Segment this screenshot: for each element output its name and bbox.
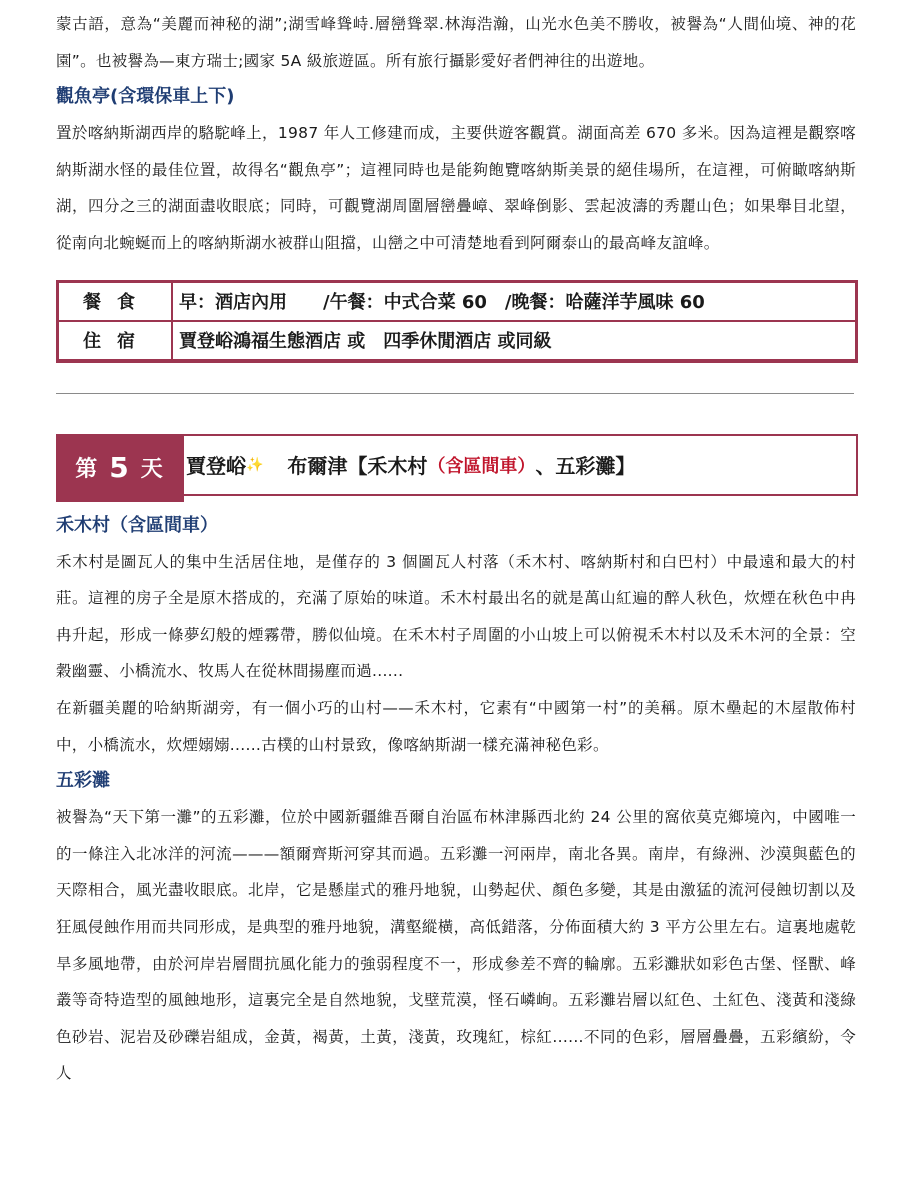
meal-value: 早：酒店內用 /午餐：中式合菜 60 /晚餐：哈薩洋芋風味 60 <box>172 281 857 321</box>
day-banner <box>56 434 858 502</box>
guanyu-body: 置於喀納斯湖西岸的駱駝峰上，1987 年人工修建而成，主要供遊客觀賞。湖面高差 670 多米。因為這裡是觀察喀納斯湖水怪的最佳位置，故得名“觀魚亭”；這裡同時也是能夠飽覽喀納斯美景的絕佳場所，在這裡，可俯瞰喀納斯湖，四分之三的湖面盡收眼底；同時，可觀覽湖周圍層巒疊嶂、翠峰倒影、雲起波濤的秀麗山色；如果舉目北望，從南向北蜿蜒而上的喀納斯湖水被群山阻擋，山巒之中可清楚地看到阿爾泰山的最高峰友誼峰。 <box>56 124 856 252</box>
sparkle-arrow-icon: ✨ <box>246 456 264 473</box>
route-mid: 布爾津【禾木村 <box>267 454 428 479</box>
day-number: 5 <box>109 451 131 485</box>
document-page <box>56 0 856 1092</box>
day-route-title <box>184 434 858 496</box>
hemu-body-1: 禾木村是圖瓦人的集中生活居住地，是僅存的 3 個圖瓦人村落（禾木村、喀納斯村和白巴村）中最遠和最大的村莊。這裡的房子全是原木搭成的，充滿了原始的味道。禾木村最出名的就是萬山紅遍的醉人秋色，炊煙在秋色中冉冉升起，形成一條夢幻般的煙霧帶，勝似仙境。在禾木村子周圍的小山坡上可以俯視禾木村以及禾木河的全景：空穀幽靈、小橋流水、牧馬人在從林間揚塵而過...... <box>56 552 856 681</box>
hemu-heading: 禾木村（含區間車） <box>56 514 218 536</box>
route-end: 、五彩灘】 <box>535 454 636 479</box>
meal-row <box>58 281 857 321</box>
lodging-value: 賈登峪鴻福生態酒店 或 四季休閒酒店 或同級 <box>172 321 857 361</box>
meal-lodging-table <box>56 280 858 363</box>
intro-fragment: 蒙古語，意為“美麗而神秘的湖”;湖雪峰聳峙.層巒聳翠.林海浩瀚，山光水色美不勝收，被譽為“人間仙境、神的花園”。也被譽為—東方瑞士;國家 5A 級旅遊區。所有旅行攝影愛好者們神往的出遊地。 <box>56 15 856 70</box>
day-suffix: 天 <box>140 457 165 483</box>
hemu-body-2: 在新疆美麗的哈納斯湖旁，有一個小巧的山村——禾木村，它素有“中國第一村”的美稱。原木壘起的木屋散佈村中，小橋流水，炊煙嫋嫋......古樸的山村景致，像喀納斯湖一樣充滿神秘色彩。 <box>56 698 856 754</box>
wucai-body: 被譽為“天下第一灘”的五彩灘，位於中國新疆維吾爾自治區布林津縣西北約 24 公里的窩依莫克鄉境內，中國唯一的一條注入北冰洋的河流———額爾齊斯河穿其而過。五彩灘一河兩岸，南北各異。南岸，有綠洲、沙漠與藍色的天際相合，風光盡收眼底。北岸，它是懸崖式的雅丹地貌，山勢起伏、顏色多變，其是由激猛的流河侵蝕切割以及狂風侵蝕作用而共同形成，是典型的雅丹地貌，溝壑縱橫，高低錯落，分佈面積大約 3 平方公里左右。這裏地處乾旱多風地帶，由於河岸岩層間抗風化能力的強弱程度不一，形成參差不齊的輪廓。五彩灘狀如彩色古堡、怪獸、峰叢等奇特造型的風蝕地形，這裏完全是自然地貌，戈壁荒漠，怪石嶙峋。五彩灘岩層以紅色、土紅色、淺黃和淺綠色砂岩、泥岩及砂礫岩組成，金黃，褐黃，土黃，淺黃，玫瑰紅，棕紅......不同的色彩，層層疊疊，五彩繽紛，令人 <box>56 808 856 1083</box>
guanyu-heading: 觀魚亭(含環保車上下) <box>56 86 235 108</box>
day-number-box <box>56 434 184 502</box>
route-start: 賈登峪 <box>186 454 246 479</box>
meal-label: 餐食 <box>58 281 173 321</box>
route-highlight: （含區間車） <box>427 455 536 477</box>
wucai-heading: 五彩灘 <box>56 770 110 792</box>
section-divider <box>56 393 854 394</box>
lodging-label: 住宿 <box>58 321 173 361</box>
lodging-row <box>58 321 857 361</box>
day-prefix: 第 <box>75 457 100 483</box>
